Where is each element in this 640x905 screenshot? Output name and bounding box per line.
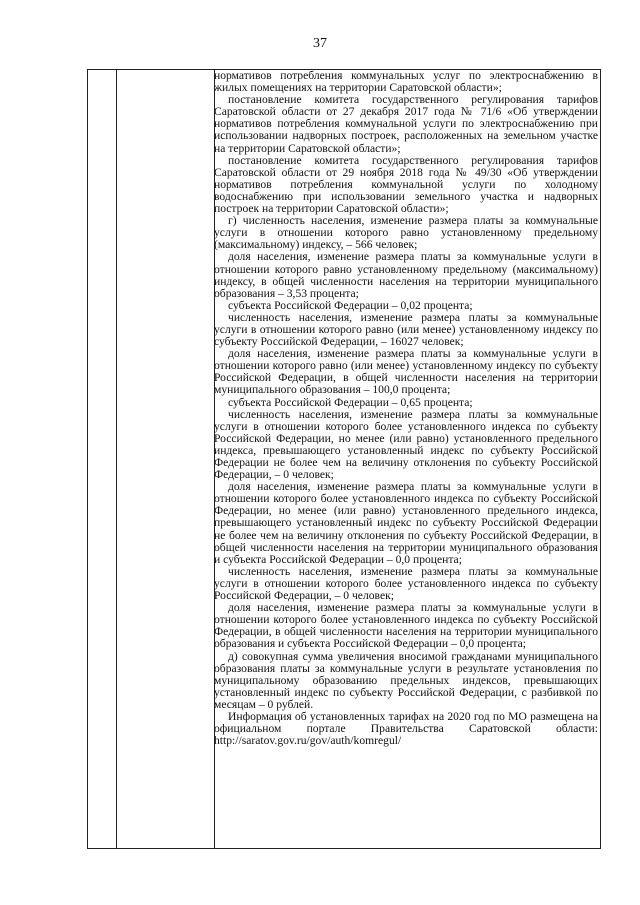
- paragraph: д) совокупная сумма увеличения вносимой гражданами муниципального образования платы за коммунальные услуги в результате установления по муниципальному образованию предельных индексов, превышающих установленный индекс по субъекту Российской Федерации, с разбивкой по месяцам – 0 рублей.: [214, 649, 598, 711]
- paragraph: г) численность населения, изменение размера платы за коммунальные услуги в отношении которого равно установленному предельному (максимальному) индексу, – 566 человек;: [214, 214, 598, 252]
- paragraph: субъекта Российской Федерации – 0,02 процента;: [228, 298, 473, 312]
- paragraph: постановление комитета государственного регулирования тарифов Саратовской области от 27 декабря 2017 года № 71/6 «Об утверждении нормативов потребления коммунальной услуги по электроснабжению при использовании надворных построек, расположенных на земельном участке на территории Саратовской области»;: [214, 93, 598, 155]
- page-number: 37: [313, 36, 327, 51]
- paragraph: доля населения, изменение размера платы за коммунальные услуги в отношении которого равно установленному предельному (максимальному) индексу, в общей численности населения на территории муниципального образования – 3,53 процента;: [214, 250, 598, 300]
- paragraph: доля населения, изменение размера платы за коммунальные услуги в отношении которого более установленного индекса по субъекту Российской Федерации, но менее (или равно) установленного предельного индекса, превышающего установленный индекс по субъекту Российской Федерации не более чем на величину отклонения по субъекту Российской Федерации, в общей численности населения на территории муниципального образования и субъекта Российской Федерации – 0,0 процента;: [214, 480, 598, 566]
- paragraph: субъекта Российской Федерации – 0,65 процента;: [228, 395, 473, 409]
- paragraph: доля населения, изменение размера платы за коммунальные услуги в отношении которого равно (или менее) установленному индексу по субъекту Российской Федерации, в общей численности населения на территории муниципального образования – 100,0 процента;: [214, 347, 598, 397]
- paragraph: доля населения, изменение размера платы за коммунальные услуги в отношении которого более установленного индекса по субъекту Российской Федерации, в общей численности населения на территории муниципального образования и субъекта Российской Федерации – 0,0 процента;: [214, 601, 598, 651]
- column-divider-1: [116, 70, 117, 848]
- paragraph: численность населения, изменение размера платы за коммунальные услуги в отношении которого более установленного индекса по субъекту Российской Федерации, – 0 человек;: [214, 564, 598, 603]
- paragraph: численность населения, изменение размера платы за коммунальные услуги в отношении которого более установленного индекса по субъекту Российской Федерации, но менее (или равно) установленного предельного индекса, превышающего установленный индекс по субъекту Российской Федерации не более чем на величину отклонения по субъекту Российской Федерации, – 0 человек;: [214, 407, 598, 482]
- paragraph: численность населения, изменение размера платы за коммунальные услуги в отношении которого равно (или менее) установленному индексу по субъекту Российской Федерации, – 16027 человек;: [214, 310, 598, 349]
- table-cell-content: [214, 70, 598, 747]
- paragraph: постановление комитета государственного регулирования тарифов Саратовской области от 29 ноября 2018 года № 49/30 «Об утверждении нормативов потребления коммунальной услуги по холодному водоснабжению при использовании земельного участка и надворных построек на территории Саратовской области»;: [214, 153, 598, 216]
- paragraph: нормативов потребления коммунальных услуг по электроснабжению в жилых помещениях на территории Саратовской области»;: [214, 69, 598, 95]
- paragraph: Информация об установленных тарифах на 2020 год по МО размещена на официальном портале Правительства Саратовской области: http://saratov.gov.ru/gov/auth/komregul/: [214, 709, 598, 748]
